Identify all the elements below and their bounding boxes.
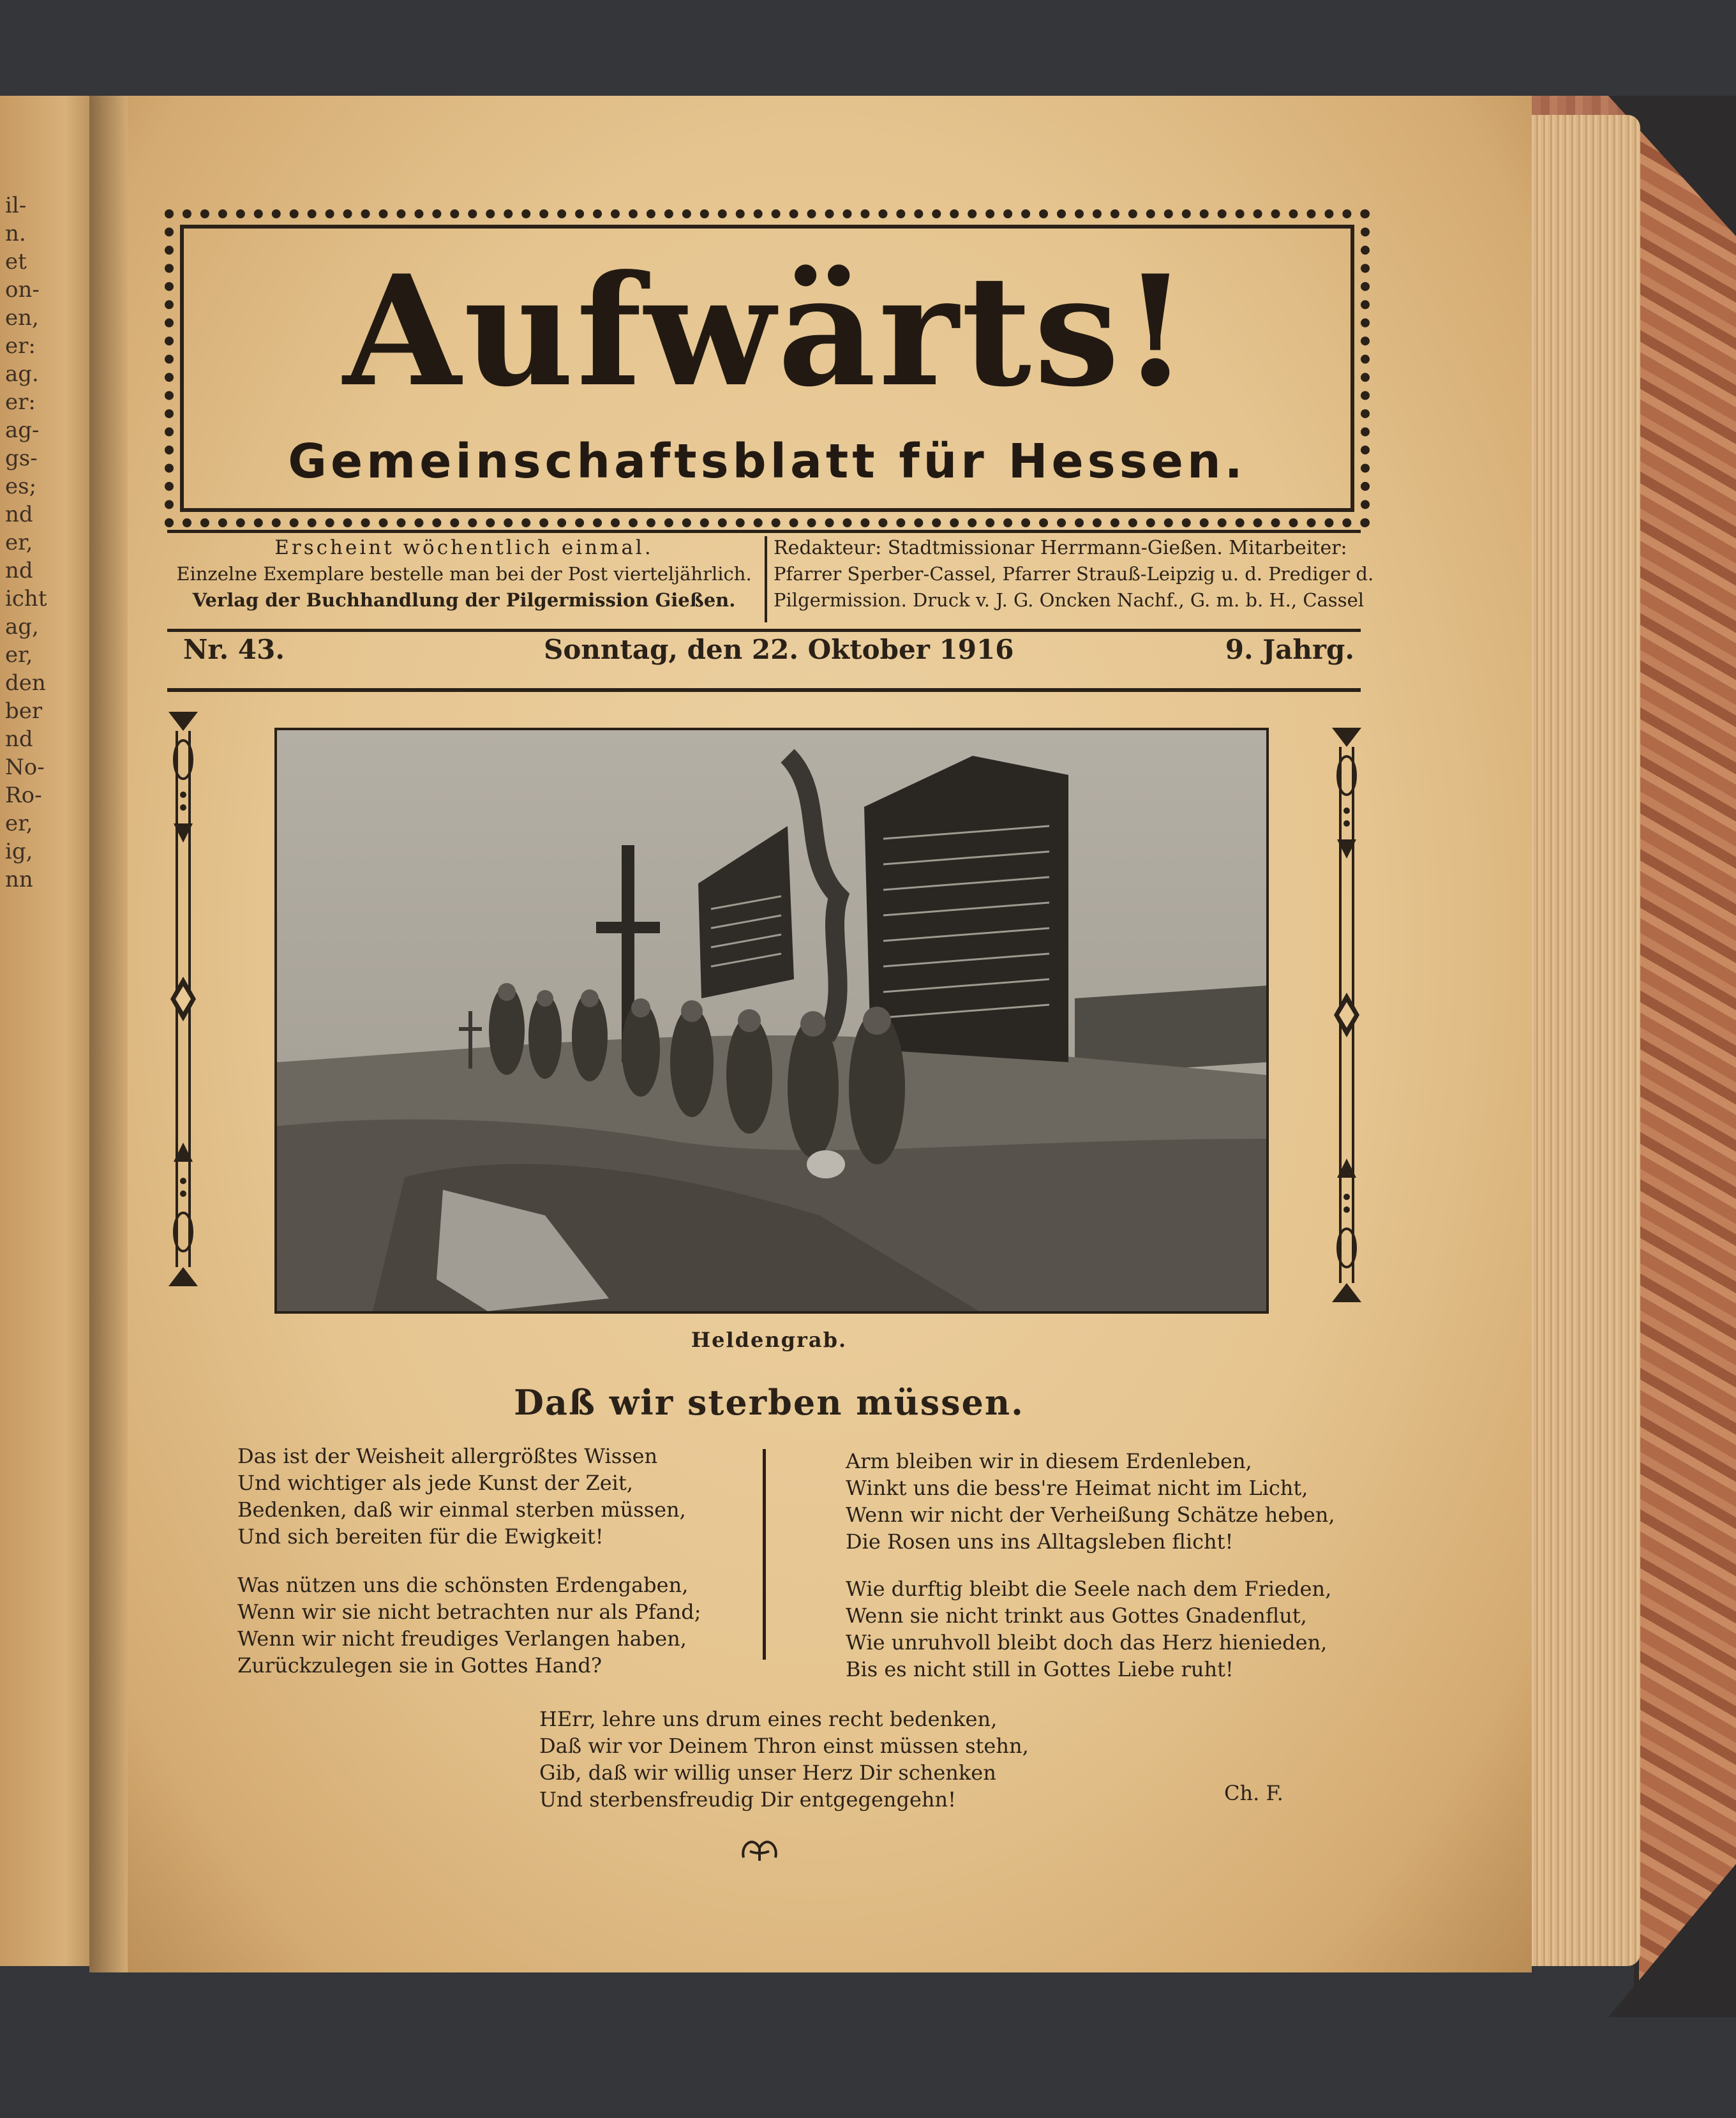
poem-line: Bis es nicht still in Gottes Liebe ruht! bbox=[846, 1657, 1234, 1681]
left-page-fragment: es; bbox=[5, 474, 37, 499]
poem-line: Wie unruhvoll bleibt doch das Herz hienieden, bbox=[846, 1630, 1328, 1655]
poem-line: Gib, daß wir willig unser Herz Dir schenken bbox=[539, 1761, 996, 1785]
poem-author: Ch. F. bbox=[1224, 1781, 1283, 1805]
publication-info-line: Verlag der Buchhandlung der Pilgermission Gießen. bbox=[192, 589, 736, 611]
left-page-fragment: den bbox=[5, 670, 46, 696]
poem-line: Und sterbensfreudig Dir entgegengehn! bbox=[539, 1787, 956, 1812]
poem-line: Das ist der Weisheit allergrößtes Wissen bbox=[237, 1444, 658, 1468]
editorial-info-line: Pfarrer Sperber-Cassel, Pfarrer Strauß-Leipzig u. d. Prediger d. bbox=[774, 563, 1374, 585]
left-page-fragment: Ro- bbox=[5, 783, 42, 808]
poem-line: Und wichtiger als jede Kunst der Zeit, bbox=[237, 1471, 633, 1495]
poem-line: Wenn wir nicht der Verheißung Schätze heben, bbox=[846, 1503, 1335, 1527]
poem-stanza-2 bbox=[237, 1572, 701, 1679]
poem-line: Was nützen uns die schönsten Erdengaben, bbox=[237, 1573, 689, 1597]
poem-column-divider bbox=[763, 1449, 766, 1660]
left-page-fragment: on- bbox=[5, 277, 40, 303]
left-page-fragment: gs- bbox=[5, 446, 38, 471]
poem-line: Und sich bereiten für die Ewigkeit! bbox=[237, 1524, 604, 1549]
left-page-fragment: et bbox=[5, 249, 27, 274]
left-page-fragment: icht bbox=[5, 586, 47, 612]
left-page-fragment: er, bbox=[5, 811, 33, 836]
poem-stanza-4 bbox=[846, 1575, 1331, 1683]
issue-volume: 9. Jahrg. bbox=[1225, 634, 1354, 665]
poem-line: HErr, lehre uns drum eines recht bedenken, bbox=[539, 1707, 998, 1731]
left-page-fragment: ber bbox=[5, 698, 43, 724]
poem-line: Winkt uns die bess're Heimat nicht im Licht, bbox=[846, 1476, 1308, 1500]
left-page-fragment: er, bbox=[5, 642, 33, 668]
vignette-ornament-icon bbox=[737, 1832, 782, 1864]
poem-title: Daß wir sterben müssen. bbox=[514, 1382, 1024, 1423]
issue-date: Sonntag, den 22. Oktober 1916 bbox=[544, 634, 1014, 665]
left-page-fragment: nd bbox=[5, 502, 33, 527]
editorial-info-line: Pilgermission. Druck v. J. G. Oncken Nachf., G. m. b. H., Cassel bbox=[774, 589, 1365, 611]
publication-info-line: Erscheint wöchentlich einmal. bbox=[274, 536, 654, 559]
book-gutter bbox=[89, 96, 128, 1972]
issue-line bbox=[167, 631, 1361, 692]
poem-line: Arm bleiben wir in diesem Erdenleben, bbox=[846, 1449, 1252, 1473]
left-page-fragment: ig, bbox=[5, 839, 33, 864]
left-page-text-fragments bbox=[0, 192, 96, 894]
left-page-fragment: er: bbox=[5, 389, 36, 415]
poem-line: Zurückzulegen sie in Gottes Hand? bbox=[237, 1653, 602, 1678]
right-ornament bbox=[1331, 728, 1363, 1302]
poem-line: Wie durftig bleibt die Seele nach dem Frieden, bbox=[846, 1577, 1332, 1601]
left-page-fragment: er, bbox=[5, 530, 33, 555]
masthead-subtitle: Gemeinschaftsblatt für Hessen. bbox=[288, 434, 1246, 489]
memorial-photo bbox=[274, 728, 1269, 1314]
left-page-fragment: nd bbox=[5, 726, 33, 752]
publication-info bbox=[167, 535, 761, 613]
publication-info-line: Einzelne Exemplare bestelle man bei der Post vierteljährlich. bbox=[176, 563, 752, 585]
poem-line: Wenn wir nicht freudiges Verlangen haben, bbox=[237, 1626, 687, 1651]
poem-line: Daß wir vor Deinem Thron einst müssen stehn, bbox=[539, 1734, 1029, 1758]
poem-line: Wenn wir sie nicht betrachten nur als Pfand; bbox=[237, 1600, 701, 1624]
poem-stanza-5 bbox=[539, 1706, 1029, 1813]
left-page-fragment: nd bbox=[5, 558, 33, 583]
photo-caption: Heldengrab. bbox=[691, 1328, 848, 1352]
left-ornament bbox=[167, 712, 199, 1286]
poem-stanza-1 bbox=[237, 1443, 686, 1550]
poem-line: Wenn sie nicht trinkt aus Gottes Gnadenflut, bbox=[846, 1604, 1307, 1628]
editorial-info-line: Redakteur: Stadtmissionar Herrmann-Gießen. Mitarbeiter: bbox=[774, 537, 1347, 559]
poem-stanza-3 bbox=[846, 1448, 1335, 1555]
left-page-fragment: en, bbox=[5, 305, 39, 331]
masthead-title: Aufwärts! bbox=[343, 243, 1192, 421]
left-page-fragment: No- bbox=[5, 755, 45, 780]
poem-line: Die Rosen uns ins Alltagsleben flicht! bbox=[846, 1529, 1234, 1554]
book-cover-right bbox=[1634, 96, 1736, 2017]
info-divider bbox=[765, 536, 767, 622]
left-page-fragment: nn bbox=[5, 867, 33, 892]
poem-line: Bedenken, daß wir einmal sterben müssen, bbox=[237, 1498, 686, 1522]
left-page-fragment: ag- bbox=[5, 417, 40, 443]
left-page-fragment: er: bbox=[5, 333, 36, 359]
page-stack-edges bbox=[1513, 115, 1640, 1966]
left-page-fragment: ag. bbox=[5, 361, 39, 387]
left-page-fragment: il- bbox=[5, 193, 27, 218]
left-page-fragment: n. bbox=[5, 221, 26, 246]
left-page-fragment: ag, bbox=[5, 614, 39, 640]
editorial-info bbox=[774, 535, 1374, 613]
issue-number: Nr. 43. bbox=[183, 634, 285, 665]
